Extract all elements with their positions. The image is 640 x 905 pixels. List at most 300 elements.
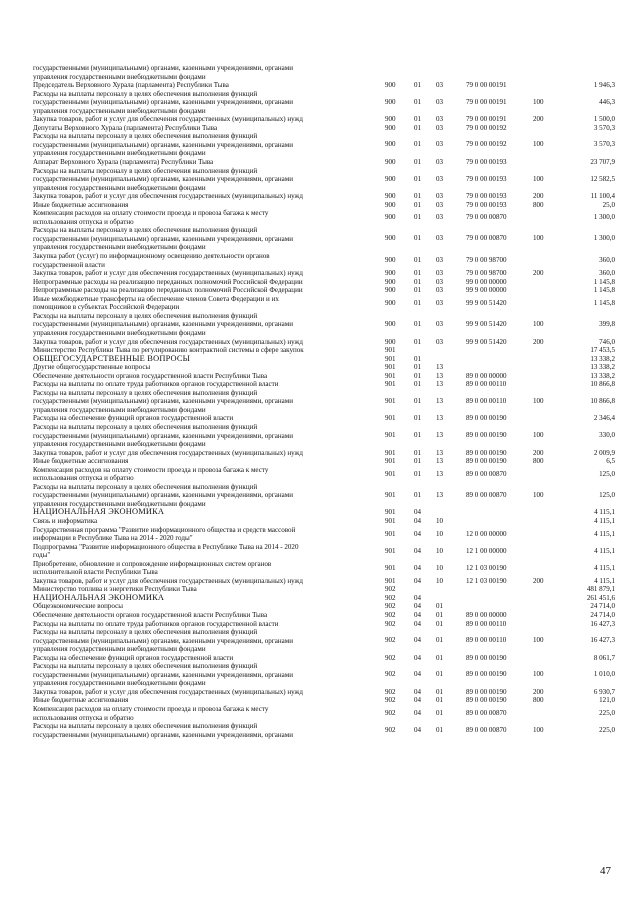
row-section-code: 01 xyxy=(414,269,422,278)
row-description: Другие общегосударственные вопросы xyxy=(33,363,151,372)
row-subsection-code: 01 xyxy=(436,670,444,679)
row-section-code: 01 xyxy=(414,97,422,106)
row-target-article: 99 9 00 51420 xyxy=(466,298,507,307)
row-section-code: 04 xyxy=(414,653,422,662)
row-amount: 4 115,1 xyxy=(594,576,615,585)
table-row xyxy=(33,483,615,509)
row-description: Приобретение, обновление и сопровождение информационных систем органов исполнительной власти Республики Тыва xyxy=(33,559,272,577)
row-target-article: 89 0 00 00190 xyxy=(466,414,507,423)
table-row xyxy=(33,286,615,295)
table-row xyxy=(33,363,615,372)
row-amount: 4 115,1 xyxy=(594,508,615,517)
row-dept-code: 901 xyxy=(385,346,396,355)
row-expense-type: 200 xyxy=(533,337,544,346)
row-target-article: 89 0 00 00190 xyxy=(466,457,507,466)
table-row xyxy=(33,64,615,81)
row-expense-type: 100 xyxy=(533,430,544,439)
row-section-code: 01 xyxy=(414,174,422,183)
row-description: Министерство Республики Тыва по регулированию контрактной системы в сфере закупок xyxy=(33,346,304,355)
row-expense-type: 100 xyxy=(533,140,544,149)
row-dept-code: 901 xyxy=(385,563,396,572)
row-expense-type: 100 xyxy=(533,97,544,106)
row-dept-code: 902 xyxy=(385,670,396,679)
row-section-code: 01 xyxy=(414,256,422,265)
row-description: Общеэкономические вопросы xyxy=(33,602,123,611)
row-subsection-code: 13 xyxy=(436,363,444,372)
row-section-code: 01 xyxy=(414,469,422,478)
row-description: Обеспечение деятельности органов государственной власти Республики Тыва xyxy=(33,371,268,380)
row-section-code: 04 xyxy=(414,687,422,696)
table-row xyxy=(33,602,615,611)
row-target-article: 89 0 00 00190 xyxy=(466,653,507,662)
table-row xyxy=(33,594,615,603)
row-target-article: 89 0 00 00190 xyxy=(466,430,507,439)
row-description: Расходы на выплаты персоналу в целях обеспечения выполнения функций государственными (муниципальными) органами, казенными учреждениями, органами управления государственными внебюджетными фондами xyxy=(33,226,293,252)
row-amount: 2 009,9 xyxy=(593,448,615,457)
row-amount: 1 300,0 xyxy=(593,213,615,222)
row-section-code: 01 xyxy=(414,319,422,328)
table-row xyxy=(33,696,615,705)
row-subsection-code: 13 xyxy=(436,448,444,457)
table-row xyxy=(33,628,615,654)
row-subsection-code: 13 xyxy=(436,430,444,439)
table-row xyxy=(33,423,615,449)
row-amount: 225,0 xyxy=(599,709,615,718)
row-section-code: 04 xyxy=(414,516,422,525)
row-subsection-code: 03 xyxy=(436,319,444,328)
row-subsection-code: 03 xyxy=(436,298,444,307)
table-row xyxy=(33,167,615,193)
row-description: Закупка товаров, работ и услуг для обеспечения государственных (муниципальных) нужд xyxy=(33,448,303,457)
row-description: Расходы на обеспечение функций органов государственной власти xyxy=(33,414,234,423)
row-dept-code: 901 xyxy=(385,516,396,525)
row-target-article: 89 0 00 00000 xyxy=(466,371,507,380)
row-amount: 3 570,3 xyxy=(593,140,615,149)
row-subsection-code: 03 xyxy=(436,123,444,132)
row-dept-code: 900 xyxy=(385,256,396,265)
row-target-article: 79 0 00 00193 xyxy=(466,158,507,167)
table-row xyxy=(33,312,615,338)
row-amount: 4 115,1 xyxy=(594,516,615,525)
row-amount: 360,0 xyxy=(599,269,615,278)
row-target-article: 12 1 03 00190 xyxy=(466,576,507,585)
row-dept-code: 902 xyxy=(385,687,396,696)
row-subsection-code: 01 xyxy=(436,726,444,735)
row-description: Закупка товаров, работ и услуг для обеспечения государственных (муниципальных) нужд xyxy=(33,576,303,585)
table-row xyxy=(33,457,615,466)
row-section-code: 04 xyxy=(414,529,422,538)
row-description: Расходы на выплаты персоналу в целях обеспечения выполнения функций государственными (муниципальными) органами, казенными учреждениями, органами управления государственными внебюджетными фондами xyxy=(33,482,293,508)
row-section-code: 04 xyxy=(414,508,422,517)
row-target-article: 99 0 00 00000 xyxy=(466,277,507,286)
row-amount: 4 115,1 xyxy=(594,546,615,555)
row-target-article: 89 0 00 00870 xyxy=(466,490,507,499)
row-subsection-code: 01 xyxy=(436,653,444,662)
row-target-article: 79 0 00 98700 xyxy=(466,269,507,278)
row-amount: 1 145,8 xyxy=(593,277,615,286)
row-description: НАЦИОНАЛЬНАЯ ЭКОНОМИКА xyxy=(33,592,165,602)
row-amount: 16 427,3 xyxy=(590,636,615,645)
row-target-article: 89 0 00 00110 xyxy=(466,619,507,628)
row-section-code: 01 xyxy=(414,414,422,423)
row-amount: 16 427,3 xyxy=(590,619,615,628)
row-description: Компенсация расходов на оплату стоимости проезда и провоза багажа к месту использования отпуска и обратно xyxy=(33,209,269,226)
row-target-article: 89 0 00 00110 xyxy=(466,636,507,645)
row-subsection-code: 01 xyxy=(436,687,444,696)
row-dept-code: 901 xyxy=(385,430,396,439)
row-target-article: 79 0 00 00193 xyxy=(466,192,507,201)
row-subsection-code: 10 xyxy=(436,563,444,572)
table-row xyxy=(33,201,615,210)
row-expense-type: 100 xyxy=(533,636,544,645)
row-target-article: 89 0 00 00190 xyxy=(466,687,507,696)
row-section-code: 01 xyxy=(414,234,422,243)
row-target-article: 79 0 00 00191 xyxy=(466,81,507,90)
table-row xyxy=(33,192,615,201)
row-target-article: 79 0 00 00191 xyxy=(466,97,507,106)
row-section-code: 01 xyxy=(414,371,422,380)
row-target-article: 12 1 00 00000 xyxy=(466,546,507,555)
row-target-article: 89 0 00 00110 xyxy=(466,396,507,405)
table-row xyxy=(33,295,615,312)
row-subsection-code: 13 xyxy=(436,490,444,499)
row-amount: 13 338,2 xyxy=(590,371,615,380)
table-row xyxy=(33,132,615,158)
row-description: Закупка товаров, работ и услуг для обеспечения государственных (муниципальных) нужд xyxy=(33,192,303,201)
row-expense-type: 100 xyxy=(533,234,544,243)
row-subsection-code: 13 xyxy=(436,469,444,478)
row-dept-code: 902 xyxy=(385,696,396,705)
row-target-article: 89 0 00 00870 xyxy=(466,469,507,478)
row-subsection-code: 03 xyxy=(436,256,444,265)
row-subsection-code: 03 xyxy=(436,192,444,201)
row-dept-code: 901 xyxy=(385,576,396,585)
table-row xyxy=(33,722,615,739)
row-section-code: 01 xyxy=(414,298,422,307)
row-subsection-code: 03 xyxy=(436,81,444,90)
table-row xyxy=(33,90,615,116)
row-subsection-code: 10 xyxy=(436,529,444,538)
row-section-code: 01 xyxy=(414,457,422,466)
row-description: Связь и информатика xyxy=(33,516,98,525)
row-section-code: 01 xyxy=(414,213,422,222)
row-section-code: 01 xyxy=(414,286,422,295)
row-dept-code: 902 xyxy=(385,602,396,611)
row-dept-code: 901 xyxy=(385,414,396,423)
row-section-code: 04 xyxy=(414,546,422,555)
row-dept-code: 900 xyxy=(385,269,396,278)
row-amount: 1 010,0 xyxy=(593,670,615,679)
row-subsection-code: 03 xyxy=(436,213,444,222)
row-dept-code: 900 xyxy=(385,286,396,295)
row-amount: 360,0 xyxy=(599,256,615,265)
row-dept-code: 902 xyxy=(385,653,396,662)
row-description: Государственная программа "Развитие информационного общества и средств массовой информации в Республике Тыва на 2014 - 2020 годы" xyxy=(33,525,296,543)
row-dept-code: 902 xyxy=(385,709,396,718)
row-dept-code: 900 xyxy=(385,234,396,243)
row-amount: 13 338,2 xyxy=(590,354,615,363)
row-section-code: 04 xyxy=(414,576,422,585)
table-row xyxy=(33,158,615,167)
row-expense-type: 200 xyxy=(533,192,544,201)
row-section-code: 01 xyxy=(414,200,422,209)
row-expense-type: 100 xyxy=(533,726,544,735)
row-amount: 10 866,8 xyxy=(590,396,615,405)
row-expense-type: 200 xyxy=(533,448,544,457)
row-target-article: 79 0 00 00191 xyxy=(466,115,507,124)
row-dept-code: 900 xyxy=(385,140,396,149)
row-dept-code: 901 xyxy=(385,396,396,405)
row-expense-type: 100 xyxy=(533,490,544,499)
row-expense-type: 100 xyxy=(533,174,544,183)
row-dept-code: 901 xyxy=(385,529,396,538)
row-subsection-code: 13 xyxy=(436,414,444,423)
row-section-code: 01 xyxy=(414,140,422,149)
table-row xyxy=(33,278,615,287)
row-target-article: 79 0 00 00870 xyxy=(466,234,507,243)
row-description: Закупка товаров, работ и услуг для обеспечения государственных (муниципальных) нужд xyxy=(33,687,303,696)
row-dept-code: 902 xyxy=(385,726,396,735)
row-target-article: 79 0 00 00192 xyxy=(466,140,507,149)
row-description: Непрограммные расходы на реализацию переданных полномочий Российской Федерации xyxy=(33,277,303,286)
row-dept-code: 900 xyxy=(385,337,396,346)
row-target-article: 89 0 00 00190 xyxy=(466,448,507,457)
row-section-code: 01 xyxy=(414,123,422,132)
row-description: Расходы на выплаты по оплате труда работников органов государственной власти xyxy=(33,619,279,628)
row-section-code: 04 xyxy=(414,619,422,628)
row-section-code: 01 xyxy=(414,448,422,457)
row-description: Иные бюджетные ассигнования xyxy=(33,457,129,466)
row-dept-code: 900 xyxy=(385,319,396,328)
row-section-code: 01 xyxy=(414,354,422,363)
row-dept-code: 901 xyxy=(385,371,396,380)
row-description: Расходы на выплаты персоналу в целях обеспечения выполнения функций государственными (муниципальными) органами, казенными учреждениями, органами xyxy=(33,722,293,739)
row-expense-type: 100 xyxy=(533,396,544,405)
row-subsection-code: 01 xyxy=(436,709,444,718)
row-amount: 481 879,1 xyxy=(586,585,615,594)
row-amount: 330,0 xyxy=(599,430,615,439)
row-amount: 1 946,3 xyxy=(593,81,615,90)
row-description: Подпрограмма "Развитие информационного общества в Республике Тыва на 2014 - 2020 годы" xyxy=(33,542,299,560)
row-subsection-code: 01 xyxy=(436,602,444,611)
row-subsection-code: 03 xyxy=(436,158,444,167)
row-section-code: 01 xyxy=(414,363,422,372)
row-description: Расходы на выплаты персоналу в целях обеспечения выполнения функций государственными (муниципальными) органами, казенными учреждениями, органами управления государственными внебюджетными фондами xyxy=(33,166,293,192)
row-amount: 17 453,5 xyxy=(590,346,615,355)
row-subsection-code: 03 xyxy=(436,97,444,106)
row-amount: 1 145,8 xyxy=(593,298,615,307)
row-target-article: 89 0 00 00870 xyxy=(466,726,507,735)
row-dept-code: 901 xyxy=(385,448,396,457)
table-row xyxy=(33,517,615,526)
row-amount: 4 115,1 xyxy=(594,529,615,538)
row-description: НАЦИОНАЛЬНАЯ ЭКОНОМИКА xyxy=(33,507,165,517)
row-subsection-code: 13 xyxy=(436,457,444,466)
row-section-code: 04 xyxy=(414,670,422,679)
row-subsection-code: 01 xyxy=(436,636,444,645)
row-amount: 446,3 xyxy=(599,97,615,106)
row-description: Компенсация расходов на оплату стоимости проезда и провоза багажа к месту использования отпуска и обратно xyxy=(33,465,269,483)
row-section-code: 04 xyxy=(414,611,422,619)
page-number: 47 xyxy=(600,865,611,877)
row-description: Расходы на обеспечение функций органов государственной власти xyxy=(33,653,234,662)
row-section-code: 01 xyxy=(414,192,422,201)
row-section-code: 01 xyxy=(414,158,422,167)
row-description: Закупка товаров, работ и услуг для обеспечения государственных (муниципальных) нужд xyxy=(33,337,303,346)
row-dept-code: 900 xyxy=(385,123,396,132)
row-subsection-code: 01 xyxy=(436,696,444,705)
row-subsection-code: 03 xyxy=(436,269,444,278)
table-row xyxy=(33,654,615,663)
table-row xyxy=(33,611,615,620)
row-amount: 12 582,5 xyxy=(590,174,615,183)
row-amount: 24 714,0 xyxy=(590,611,615,619)
row-dept-code: 901 xyxy=(385,546,396,555)
row-amount: 23 707,9 xyxy=(590,158,615,167)
table-row xyxy=(33,449,615,458)
row-expense-type: 100 xyxy=(533,319,544,328)
row-target-article: 89 0 00 00190 xyxy=(466,670,507,679)
row-dept-code: 900 xyxy=(385,81,396,90)
row-amount: 1 300,0 xyxy=(593,234,615,243)
row-amount: 8 061,7 xyxy=(593,653,615,662)
row-target-article: 89 0 00 00870 xyxy=(466,709,507,718)
row-section-code: 04 xyxy=(414,726,422,735)
row-description: Обеспечение деятельности органов государственной власти Республики Тыва xyxy=(33,611,268,619)
row-target-article: 79 0 00 00193 xyxy=(466,200,507,209)
row-section-code: 01 xyxy=(414,277,422,286)
row-section-code: 01 xyxy=(414,81,422,90)
row-description: Иные бюджетные ассигнования xyxy=(33,696,129,705)
table-row xyxy=(33,508,615,517)
row-description: Министерство топлива и энергетики Республики Тыва xyxy=(33,585,197,594)
row-subsection-code: 10 xyxy=(436,576,444,585)
row-section-code: 04 xyxy=(414,602,422,611)
row-dept-code: 902 xyxy=(385,585,396,594)
row-expense-type: 100 xyxy=(533,670,544,679)
row-expense-type: 200 xyxy=(533,576,544,585)
row-amount: 1 145,8 xyxy=(593,286,615,295)
table-row xyxy=(33,81,615,90)
row-subsection-code: 03 xyxy=(436,200,444,209)
row-amount: 25,0 xyxy=(602,200,615,209)
row-dept-code: 902 xyxy=(385,636,396,645)
row-section-code: 01 xyxy=(414,380,422,389)
row-target-article: 79 0 00 00192 xyxy=(466,123,507,132)
row-dept-code: 900 xyxy=(385,158,396,167)
row-section-code: 01 xyxy=(414,396,422,405)
row-subsection-code: 13 xyxy=(436,371,444,380)
row-dept-code: 901 xyxy=(385,457,396,466)
table-row xyxy=(33,338,615,347)
row-dept-code: 901 xyxy=(385,380,396,389)
row-amount: 13 338,2 xyxy=(590,363,615,372)
row-dept-code: 900 xyxy=(385,192,396,201)
row-dept-code: 902 xyxy=(385,593,396,602)
table-row xyxy=(33,115,615,124)
row-dept-code: 900 xyxy=(385,298,396,307)
row-amount: 6 930,7 xyxy=(593,687,615,696)
row-target-article: 89 0 00 00110 xyxy=(466,380,507,389)
row-target-article: 79 0 00 00870 xyxy=(466,213,507,222)
row-amount: 225,0 xyxy=(599,726,615,735)
row-subsection-code: 03 xyxy=(436,115,444,124)
row-expense-type: 200 xyxy=(533,269,544,278)
row-description: Расходы на выплаты персоналу в целях обеспечения выполнения функций государственными (муниципальными) органами, казенными учреждениями, органами управления государственными внебюджетными фондами xyxy=(33,388,293,414)
row-description: Председатель Верховного Хурала (парламента) Республики Тыва xyxy=(33,81,229,90)
row-amount: 125,0 xyxy=(599,490,615,499)
table-row xyxy=(33,560,615,577)
row-description: Расходы на выплаты по оплате труда работников органов государственной власти xyxy=(33,380,279,389)
row-description: Расходы на выплаты персоналу в целях обеспечения выполнения функций государственными (муниципальными) органами, казенными учреждениями, органами управления государственными внебюджетными фондами xyxy=(33,422,293,449)
row-dept-code: 901 xyxy=(385,363,396,372)
row-section-code: 04 xyxy=(414,696,422,705)
row-section-code: 01 xyxy=(414,337,422,346)
row-dept-code: 900 xyxy=(385,277,396,286)
row-amount: 125,0 xyxy=(599,469,615,478)
table-row xyxy=(33,577,615,586)
row-amount: 10 866,8 xyxy=(590,380,615,389)
row-expense-type: 800 xyxy=(533,696,544,705)
row-amount: 2 346,4 xyxy=(593,414,615,423)
row-subsection-code: 03 xyxy=(436,140,444,149)
table-row xyxy=(33,372,615,381)
row-amount: 6,5 xyxy=(606,457,615,466)
row-section-code: 04 xyxy=(414,709,422,718)
row-dept-code: 901 xyxy=(385,469,396,478)
table-row xyxy=(33,705,615,722)
row-target-article: 89 0 00 00000 xyxy=(466,611,507,619)
table-row xyxy=(33,620,615,629)
row-description: ОБЩЕГОСУДАРСТВЕННЫЕ ВОПРОСЫ xyxy=(33,353,191,363)
row-dept-code: 900 xyxy=(385,97,396,106)
row-description: государственными (муниципальными) органами, казенными учреждениями, органами управления государственными внебюджетными фондами xyxy=(33,64,293,81)
row-expense-type: 800 xyxy=(533,200,544,209)
table-row xyxy=(33,124,615,133)
row-dept-code: 900 xyxy=(385,115,396,124)
table-row xyxy=(33,414,615,423)
table-row xyxy=(33,209,615,226)
row-subsection-code: 13 xyxy=(436,396,444,405)
row-description: Депутаты Верховного Хурала (парламента) Республики Тыва xyxy=(33,123,218,132)
budget-table xyxy=(33,64,615,739)
row-expense-type: 800 xyxy=(533,457,544,466)
row-dept-code: 900 xyxy=(385,200,396,209)
table-row xyxy=(33,688,615,697)
row-subsection-code: 13 xyxy=(436,380,444,389)
row-dept-code: 901 xyxy=(385,354,396,363)
row-section-code: 04 xyxy=(414,636,422,645)
row-target-article: 12 1 03 00190 xyxy=(466,563,507,572)
table-row xyxy=(33,380,615,389)
row-amount: 4 115,1 xyxy=(594,563,615,572)
row-dept-code: 900 xyxy=(385,213,396,222)
row-subsection-code: 01 xyxy=(436,611,444,619)
row-description: Расходы на выплаты персоналу в целях обеспечения выполнения функций государственными (муниципальными) органами, казенными учреждениями, органами управления государственными внебюджетными фондами xyxy=(33,89,293,115)
row-subsection-code: 03 xyxy=(436,234,444,243)
row-dept-code: 900 xyxy=(385,174,396,183)
row-dept-code: 901 xyxy=(385,508,396,517)
row-subsection-code: 03 xyxy=(436,337,444,346)
row-amount: 746,0 xyxy=(599,337,615,346)
table-row xyxy=(33,526,615,543)
row-subsection-code: 10 xyxy=(436,546,444,555)
row-description: Непрограммные расходы на реализацию переданных полномочий Российской Федерации xyxy=(33,286,303,295)
row-description: Иные бюджетные ассигнования xyxy=(33,200,129,209)
row-description: Расходы на выплаты персоналу в целях обеспечения выполнения функций государственными (муниципальными) органами, казенными учреждениями, органами управления государственными внебюджетными фондами xyxy=(33,311,293,337)
row-expense-type: 200 xyxy=(533,687,544,696)
row-target-article: 99 9 00 51420 xyxy=(466,337,507,346)
